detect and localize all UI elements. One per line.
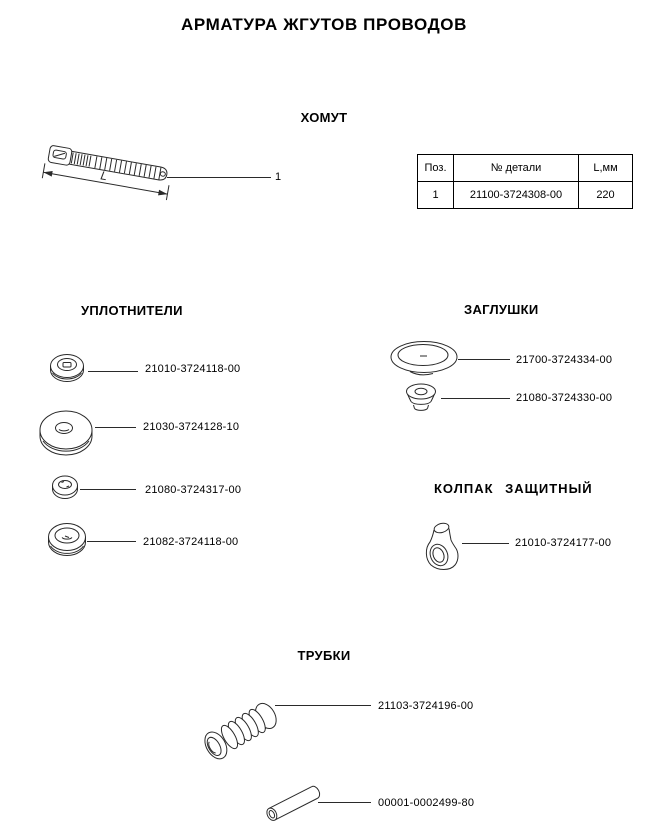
part-number-label: 21082-3724118-00: [143, 536, 239, 548]
table-header-part: № детали: [454, 155, 579, 182]
plug-large-drawing: [388, 337, 460, 381]
callout-1: 1: [275, 171, 282, 183]
corrugated-tube-drawing: [190, 693, 284, 761]
cable-tie-drawing: [30, 140, 280, 218]
parts-table: [417, 154, 633, 209]
page-title: АРМАТУРА ЖГУТОВ ПРОВОДОВ: [181, 15, 467, 34]
part-number-label: 21103-3724196-00: [378, 700, 474, 712]
table-row: [418, 182, 633, 209]
plug-small-drawing: [403, 383, 441, 415]
leader-line: [80, 489, 136, 490]
part-number-label: 21010-3724118-00: [145, 363, 241, 375]
leader-line: [87, 541, 136, 542]
seal-grommet-drawing: [48, 352, 88, 392]
protective-cap-drawing: [426, 521, 462, 573]
table-cell-pos: 1: [418, 182, 454, 209]
part-number-label: 00001-0002499-80: [378, 797, 475, 809]
table-header-length: L,мм: [579, 155, 633, 182]
leader-line: [88, 371, 138, 372]
part-number-label: 21700-3724334-00: [516, 354, 613, 366]
leader-line: [441, 398, 510, 399]
part-number-label: 21010-3724177-00: [515, 537, 612, 549]
plain-tube-drawing: [256, 781, 326, 827]
section-title-uplotniteli: УПЛОТНИТЕЛИ: [81, 303, 183, 318]
leader-line: [275, 705, 371, 706]
section-title-khomut: ХОМУТ: [300, 110, 348, 125]
part-number-label: 21080-3724317-00: [145, 484, 242, 496]
table-header-pos: Поз.: [418, 155, 454, 182]
table-cell-part: 21100-3724308-00: [454, 182, 579, 209]
seal-grommet-drawing: [38, 408, 98, 462]
table-cell-length: 220: [579, 182, 633, 209]
seal-grommet-drawing: [46, 521, 90, 567]
section-title-kolpak: КОЛПАК ЗАЩИТНЫЙ: [434, 481, 593, 496]
leader-line: [318, 802, 371, 803]
leader-line: [458, 359, 510, 360]
dimension-label: L: [99, 168, 109, 184]
leader-line: [462, 543, 509, 544]
leader-line: [95, 427, 136, 428]
leader-line: [167, 177, 271, 178]
part-number-label: 21030-3724128-10: [143, 421, 240, 433]
section-title-zaglushki: ЗАГЛУШКИ: [464, 302, 539, 317]
section-title-trubki: ТРУБКИ: [297, 648, 351, 663]
table-header-row: [418, 155, 633, 182]
seal-grommet-drawing: [51, 474, 81, 506]
part-number-label: 21080-3724330-00: [516, 392, 613, 404]
